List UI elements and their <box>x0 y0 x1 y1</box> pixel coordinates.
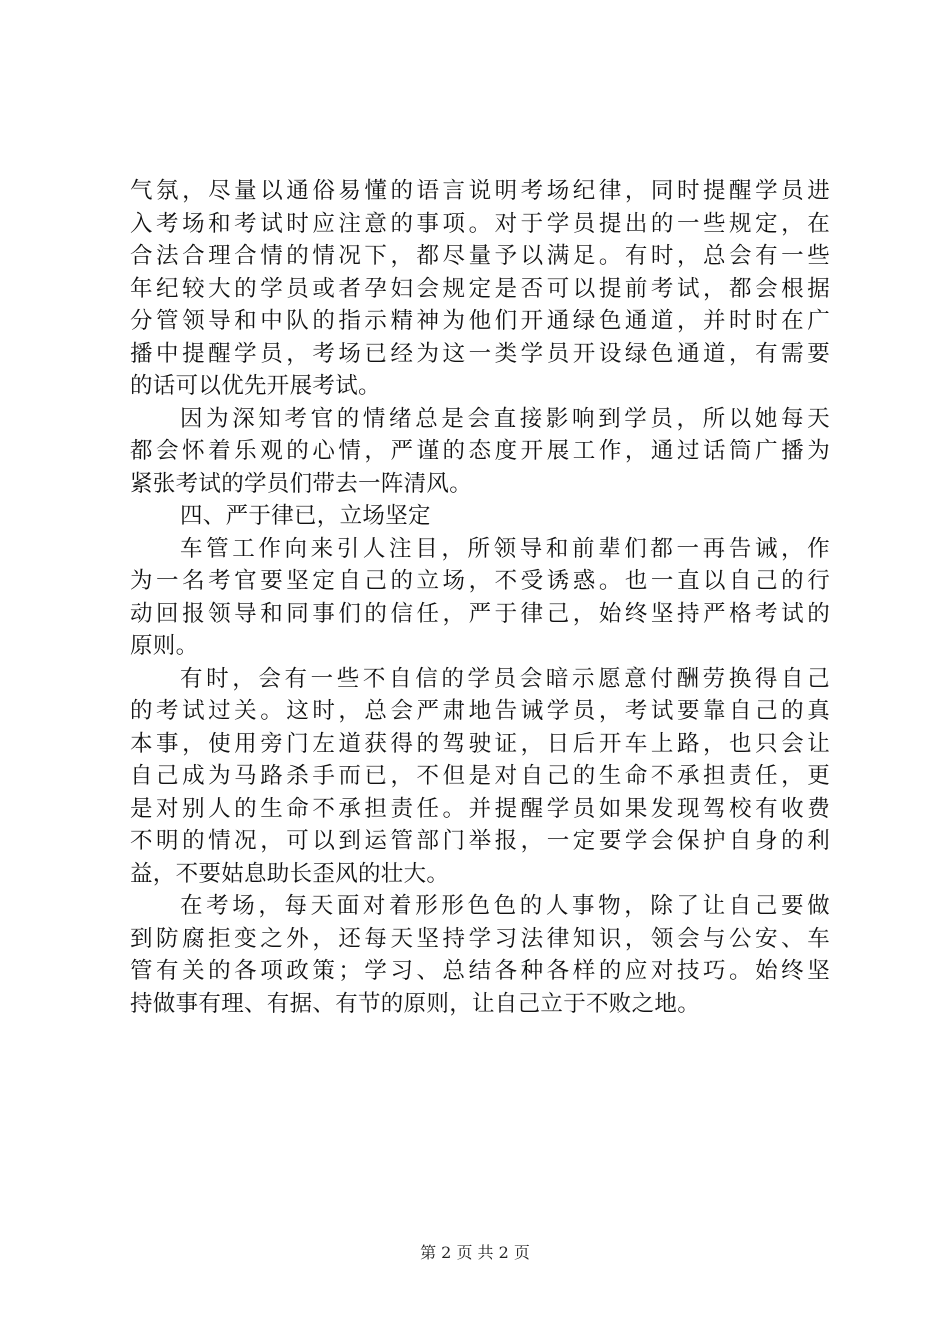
text-line: 原则。 <box>130 633 199 659</box>
text-line: 动回报领导和同事们的信任，严于律己，始终坚持严格考试的 <box>130 600 830 627</box>
text-line: 播中提醒学员，考场已经为这一类学员开设绿色通道，有需要 <box>130 340 830 367</box>
text-line: 的话可以优先开展考试。 <box>130 373 381 399</box>
text-line: 是对别人的生命不承担责任。并提醒学员如果发现驾校有收费 <box>130 795 830 822</box>
text-line: 持做事有理、有据、有节的原则，让自己立于不败之地。 <box>130 990 701 1017</box>
text-line: 不明的情况，可以到运管部门举报，一定要学会保护自身的利 <box>130 828 830 854</box>
text-line: 自己成为马路杀手而已，不但是对自己的生命不承担责任，更 <box>130 763 830 789</box>
text-line: 都会怀着乐观的心情，严谨的态度开展工作，通过话筒广播为 <box>130 438 830 464</box>
text-line: 年纪较大的学员或者孕妇会规定是否可以提前考试，都会根据 <box>130 275 830 302</box>
text-line: 在考场，每天面对着形形色色的人事物，除了让自己要做 <box>180 893 830 919</box>
text-line: 车管工作向来引人注目，所领导和前辈们都一再告诫，作 <box>180 535 830 562</box>
page-number-footer: 第 2 页 共 2 页 <box>420 1243 530 1262</box>
text-line: 紧张考试的学员们带去一阵清风。 <box>130 470 473 497</box>
text-line: 因为深知考官的情绪总是会直接影响到学员，所以她每天 <box>180 405 830 432</box>
text-line: 到防腐拒变之外，还每天坚持学习法律知识，领会与公安、车 <box>130 925 830 952</box>
section-heading: 四、严于律已，立场坚定 <box>180 503 431 529</box>
text-line: 的考试过关。这时，总会严肃地告诫学员，考试要靠自己的真 <box>130 698 830 724</box>
document-body <box>130 175 830 1020</box>
text-line: 本事，使用旁门左道获得的驾驶证，日后开车上路，也只会让 <box>130 730 830 757</box>
text-line: 合法合理合情的情况下，都尽量予以满足。有时，总会有一些 <box>130 243 830 269</box>
text-line: 为一名考官要坚定自己的立场，不受诱惑。也一直以自己的行 <box>130 568 830 594</box>
text-line: 管有关的各项政策；学习、总结各种各样的应对技巧。始终坚 <box>130 958 830 984</box>
text-line: 有时，会有一些不自信的学员会暗示愿意付酬劳换得自己 <box>180 665 830 692</box>
text-line: 分管领导和中队的指示精神为他们开通绿色通道，并时时在广 <box>130 308 830 334</box>
text-line: 益，不要姑息助长歪风的壮大。 <box>130 860 450 887</box>
text-line: 入考场和考试时应注意的事项。对于学员提出的一些规定，在 <box>130 210 830 237</box>
text-line: 气氛，尽量以通俗易懂的语言说明考场纪律，同时提醒学员进 <box>130 178 830 204</box>
